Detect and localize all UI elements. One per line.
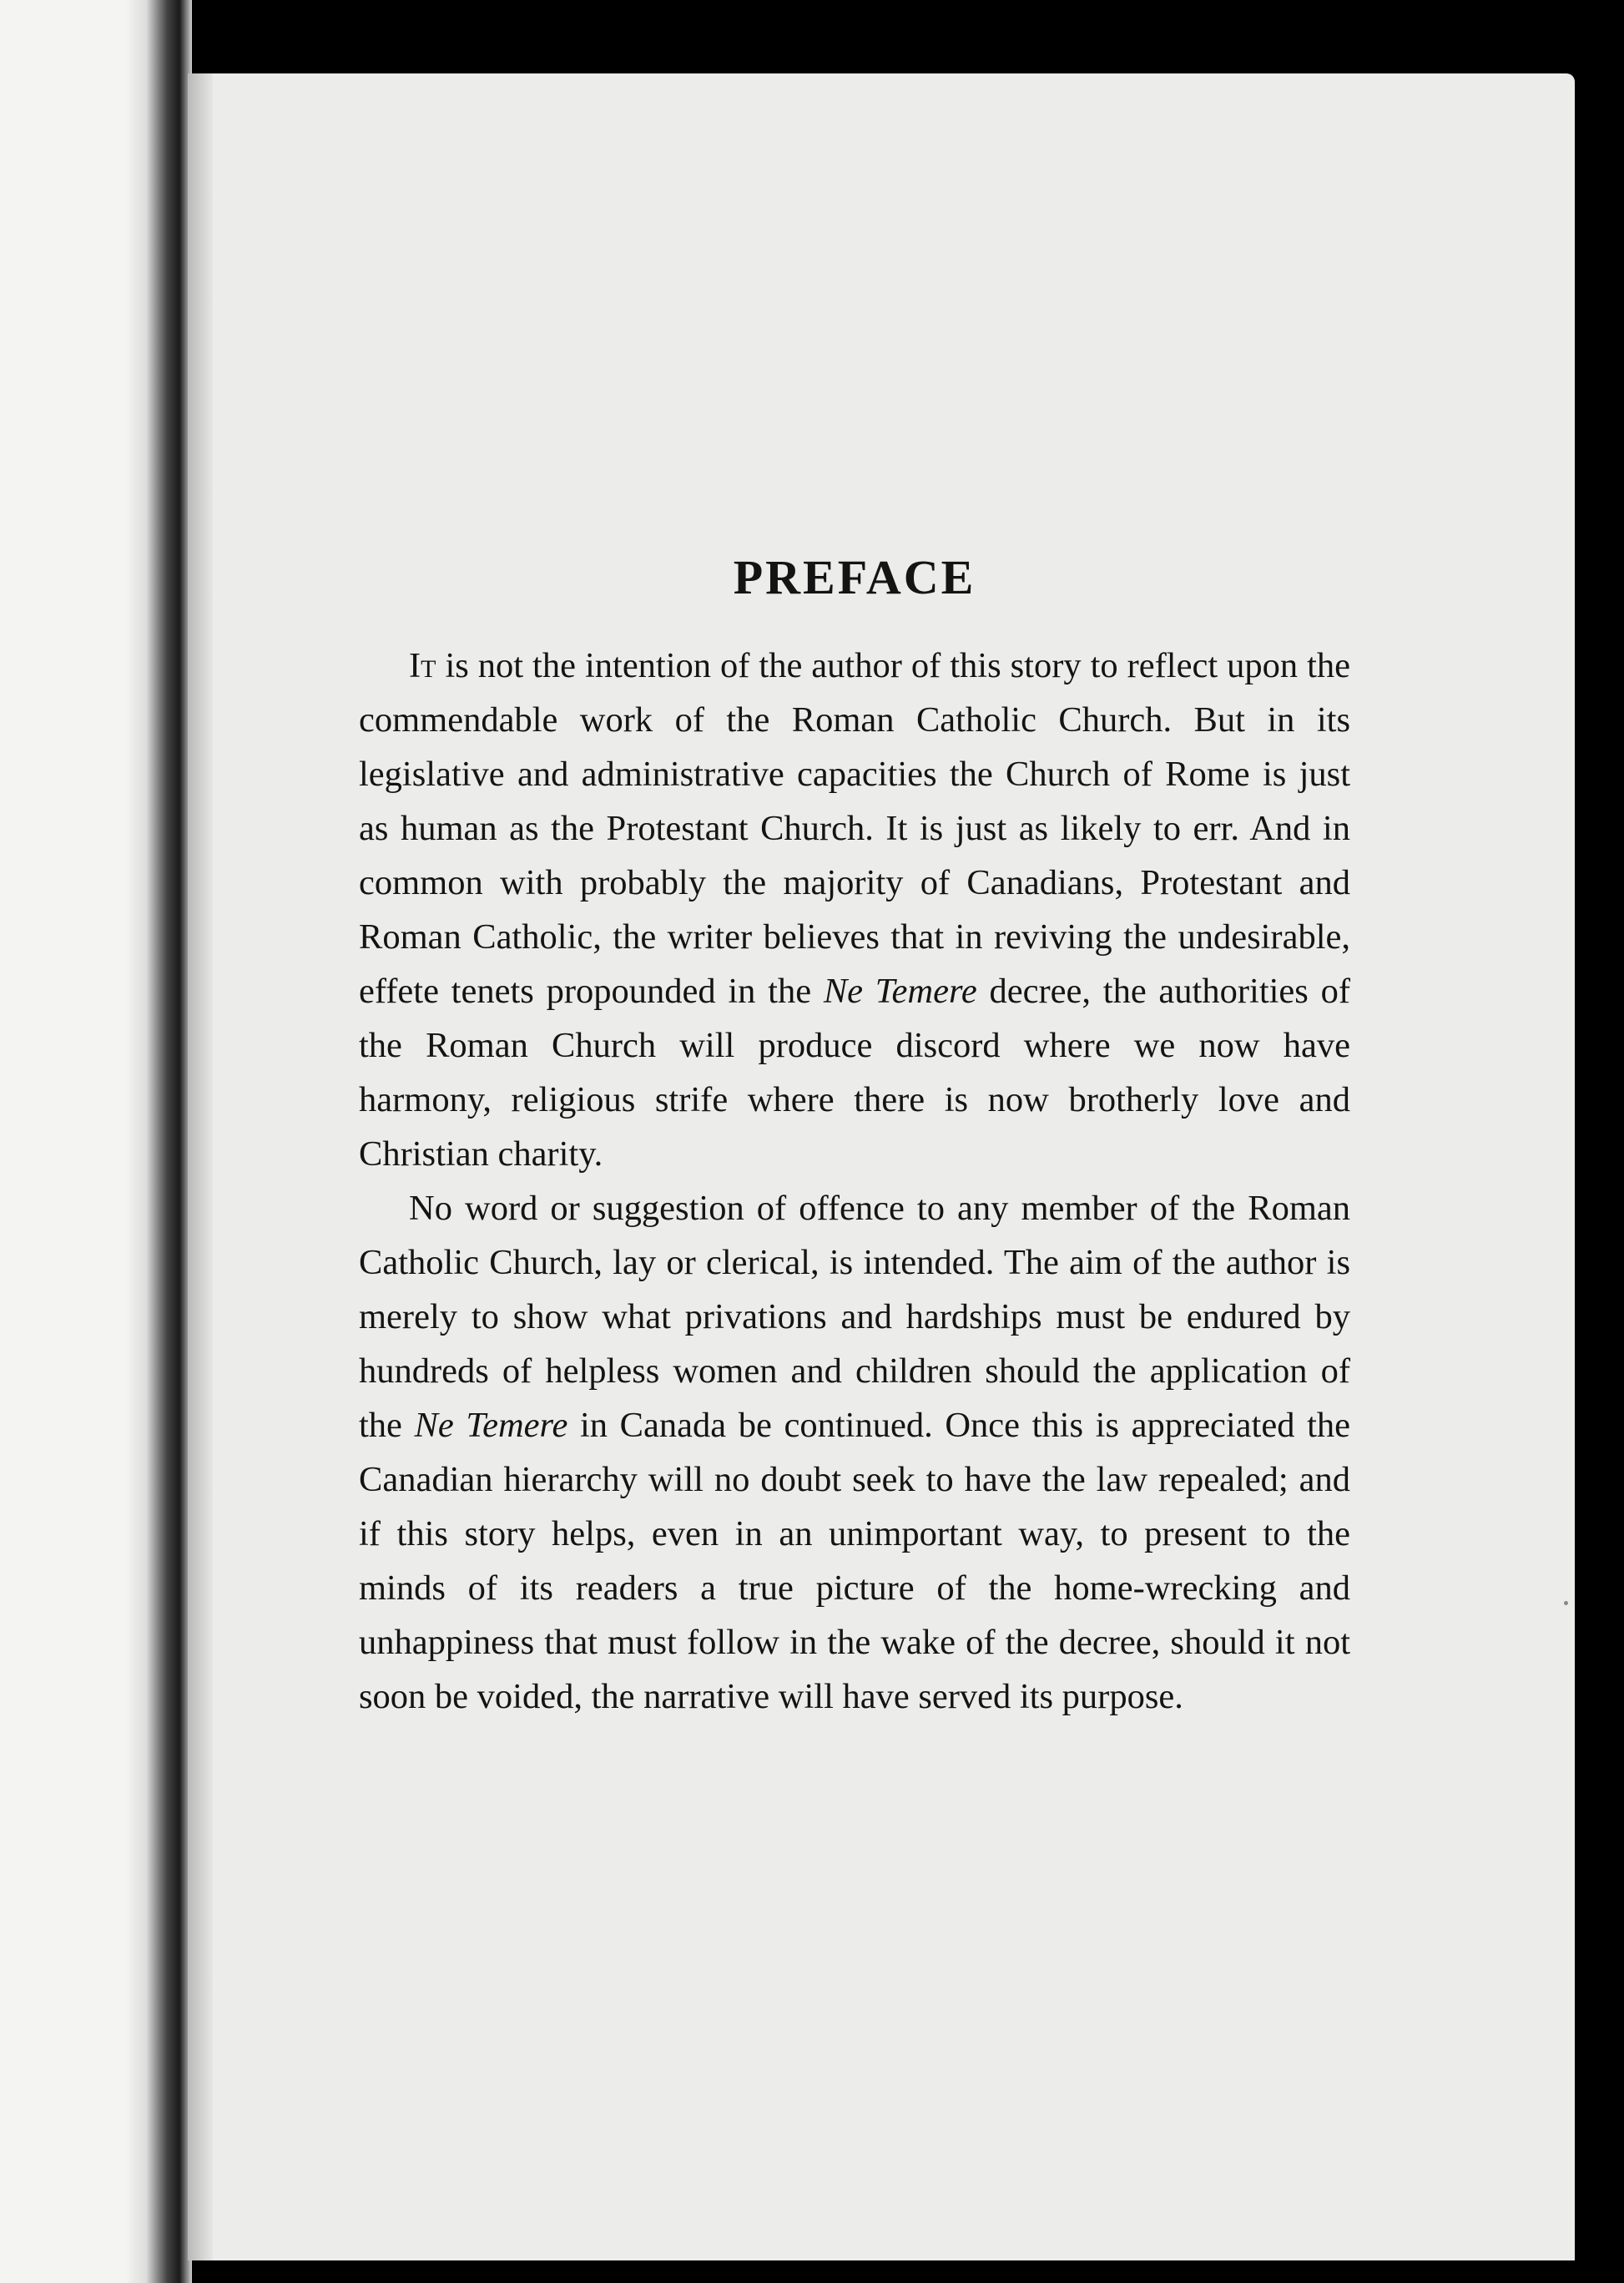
paragraph-1-text-b: decree, the authorities of the Roman Church will produce discord where we now have harmony, religious strife where there is now brotherly love and Christian charity. bbox=[359, 972, 1350, 1174]
paragraph-1-text-a: is not the intention of the author of this story to reflect upon the commendable work of the Roman Catholic Church. But in its legislative and administrative capacities the Church of Rome is just as human as the Protestant Church. It is just as likely to err. And in common with probably the majority of Canadians, Protestant and Roman Catholic, the writer believes that in reviving the undesirable, effete tenets propounded in the bbox=[359, 646, 1350, 1011]
preface-title: PREFACE bbox=[733, 550, 976, 604]
paragraph-1-lead: It bbox=[409, 646, 436, 685]
paragraph-1-italic: Ne Temere bbox=[823, 972, 977, 1011]
paragraph-2-italic: Ne Temere bbox=[414, 1406, 568, 1445]
paragraph-2 bbox=[359, 1181, 1350, 1724]
binding-edge bbox=[0, 0, 192, 2283]
paragraph-2-text-a: No word or suggestion of offence to any member of the Roman Catholic Church, lay or clerical, is intended. The aim of the author is merely to show what privations and hardships must be endured by hundreds of helpless women and children should the application of the bbox=[359, 1189, 1350, 1445]
paragraph-1 bbox=[359, 639, 1350, 1181]
paragraph-2-text-b: in Canada be continued. Once this is appreciated the Canadian hierarchy will no doubt seek to have the law repealed; and if this story helps, even in an unimportant way, to present to the minds of its readers a true picture of the home-wrecking and unhappiness that must follow in the wake of the decree, should it not soon be voided, the narrative will have served its purpose. bbox=[359, 1406, 1350, 1716]
book-page bbox=[188, 73, 1575, 2260]
speck-mark bbox=[1564, 1601, 1568, 1605]
page-gutter bbox=[188, 73, 213, 2260]
preface-text bbox=[359, 466, 1350, 1724]
